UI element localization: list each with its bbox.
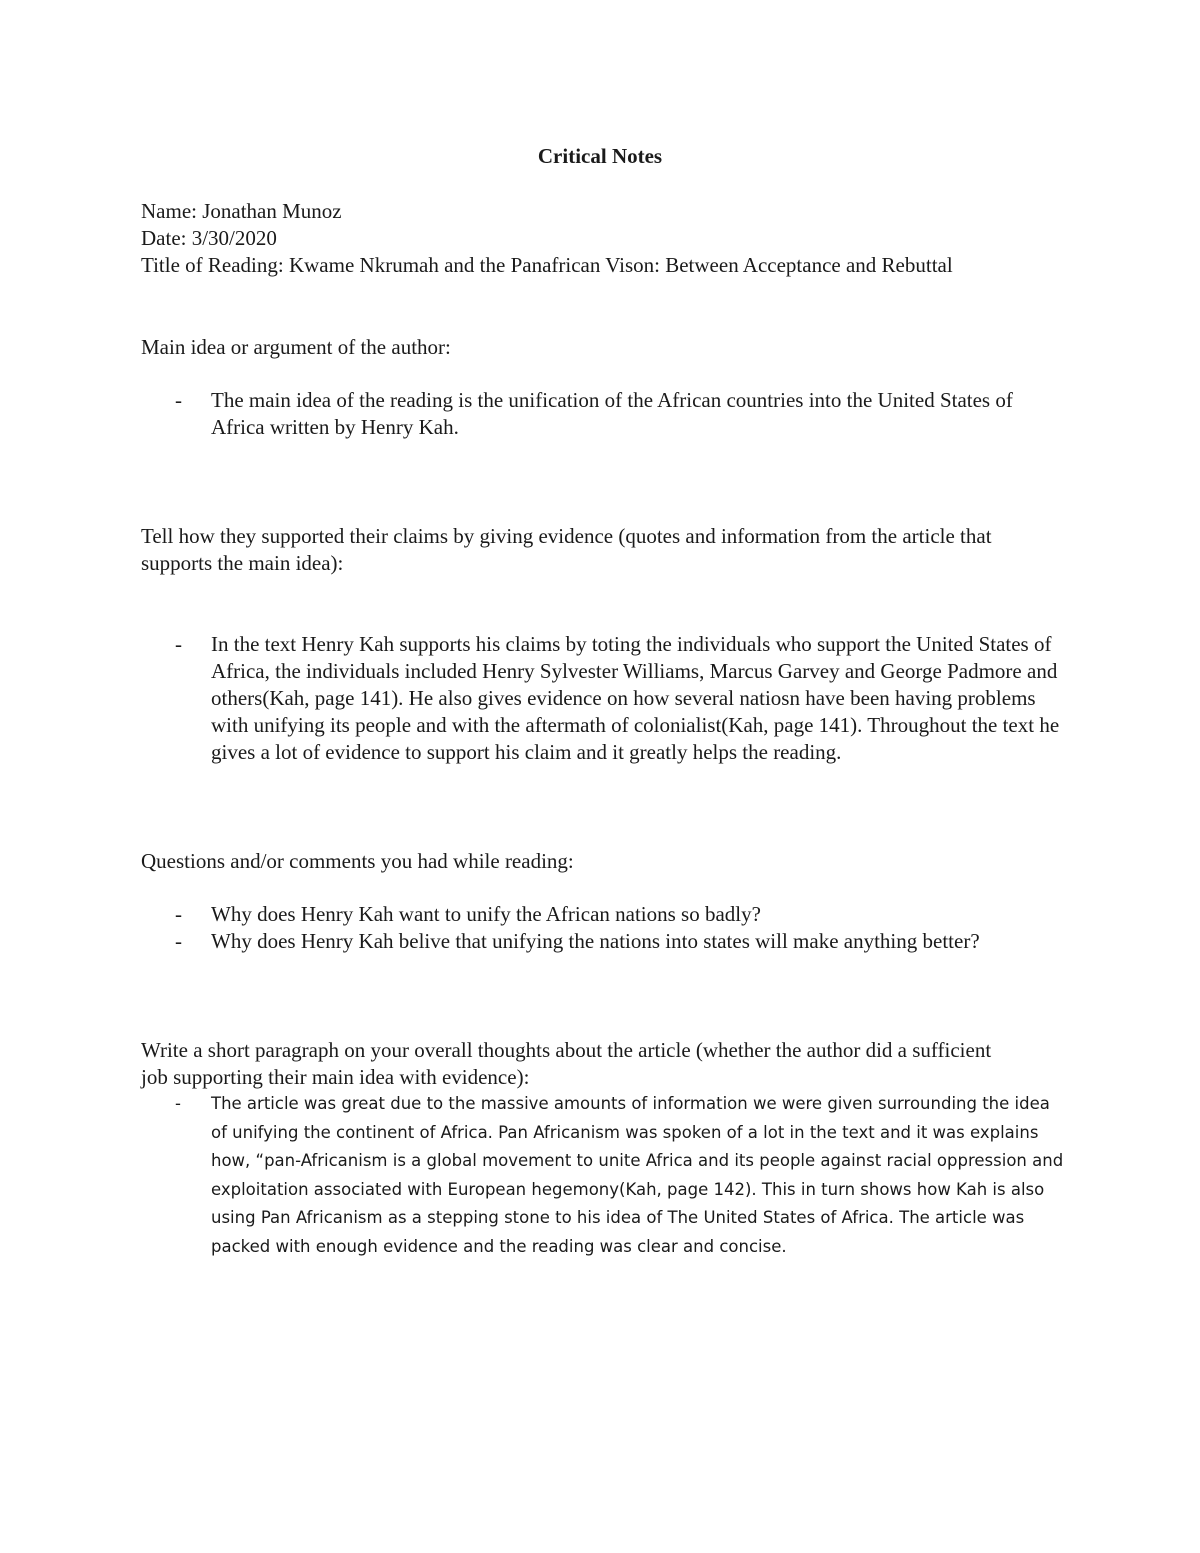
bullet-dash: - xyxy=(175,929,182,953)
thoughts-bullet xyxy=(141,1090,1066,1261)
bullet-dash: - xyxy=(175,902,182,926)
document-title: Critical Notes xyxy=(537,144,663,168)
bullet-text: In the text Henry Kah supports his claims by toting the individuals who support the United States of Africa, the individuals included Henry Sylvester Williams, Marcus Garvey and George Padmore and others(Kah, page 141). He also gives evidence on how several natiosn have been having problems with unifying its people and with the aftermath of colonialist(Kah, page 141). Throughout the text he gives a lot of evidence to support his claim and it greatly helps the reading. xyxy=(211,632,1060,764)
evidence-prompt: Tell how they supported their claims by giving evidence (quotes and information from the article that supports the main idea): xyxy=(141,524,992,575)
question-bullet-2 xyxy=(141,928,1021,955)
questions-prompt: Questions and/or comments you had while reading: xyxy=(141,849,574,873)
bullet-text: Why does Henry Kah belive that unifying the nations into states will make anything better? xyxy=(211,929,980,953)
bullet-dash: - xyxy=(175,632,182,656)
thoughts-prompt: Write a short paragraph on your overall thoughts about the article (whether the author did a sufficient job supporting their main idea with evidence): xyxy=(141,1038,992,1089)
name-line: Name: Jonathan Munoz xyxy=(141,199,342,223)
main-idea-bullet xyxy=(141,387,1041,441)
bullet-text: The main idea of the reading is the unification of the African countries into the United States of Africa written by Henry Kah. xyxy=(211,388,1013,439)
bullet-dash: - xyxy=(175,1094,181,1113)
bullet-text: Why does Henry Kah want to unify the African nations so badly? xyxy=(211,902,761,926)
evidence-bullet xyxy=(141,631,1061,766)
bullet-dash: - xyxy=(175,388,182,412)
bullet-text: The article was great due to the massive amounts of information we were given surrounding the idea of unifying the continent of Africa. Pan Africanism was spoken of a lot in the text and it was explains how, “pan-Africanism is a global movement to unite Africa and its people against racial oppression and exploitation associated with European hegemony(Kah, page 142). This in turn shows how Kah is also using Pan Africanism as a stepping stone to his idea of The United States of Africa. The article was packed with enough evidence and the reading was clear and concise. xyxy=(211,1094,1064,1256)
question-bullet-1 xyxy=(141,901,1041,928)
reading-title-line: Title of Reading: Kwame Nkrumah and the Panafrican Vison: Between Acceptance and Rebuttal xyxy=(141,253,953,277)
main-idea-prompt: Main idea or argument of the author: xyxy=(141,335,451,359)
date-line: Date: 3/30/2020 xyxy=(141,226,277,250)
